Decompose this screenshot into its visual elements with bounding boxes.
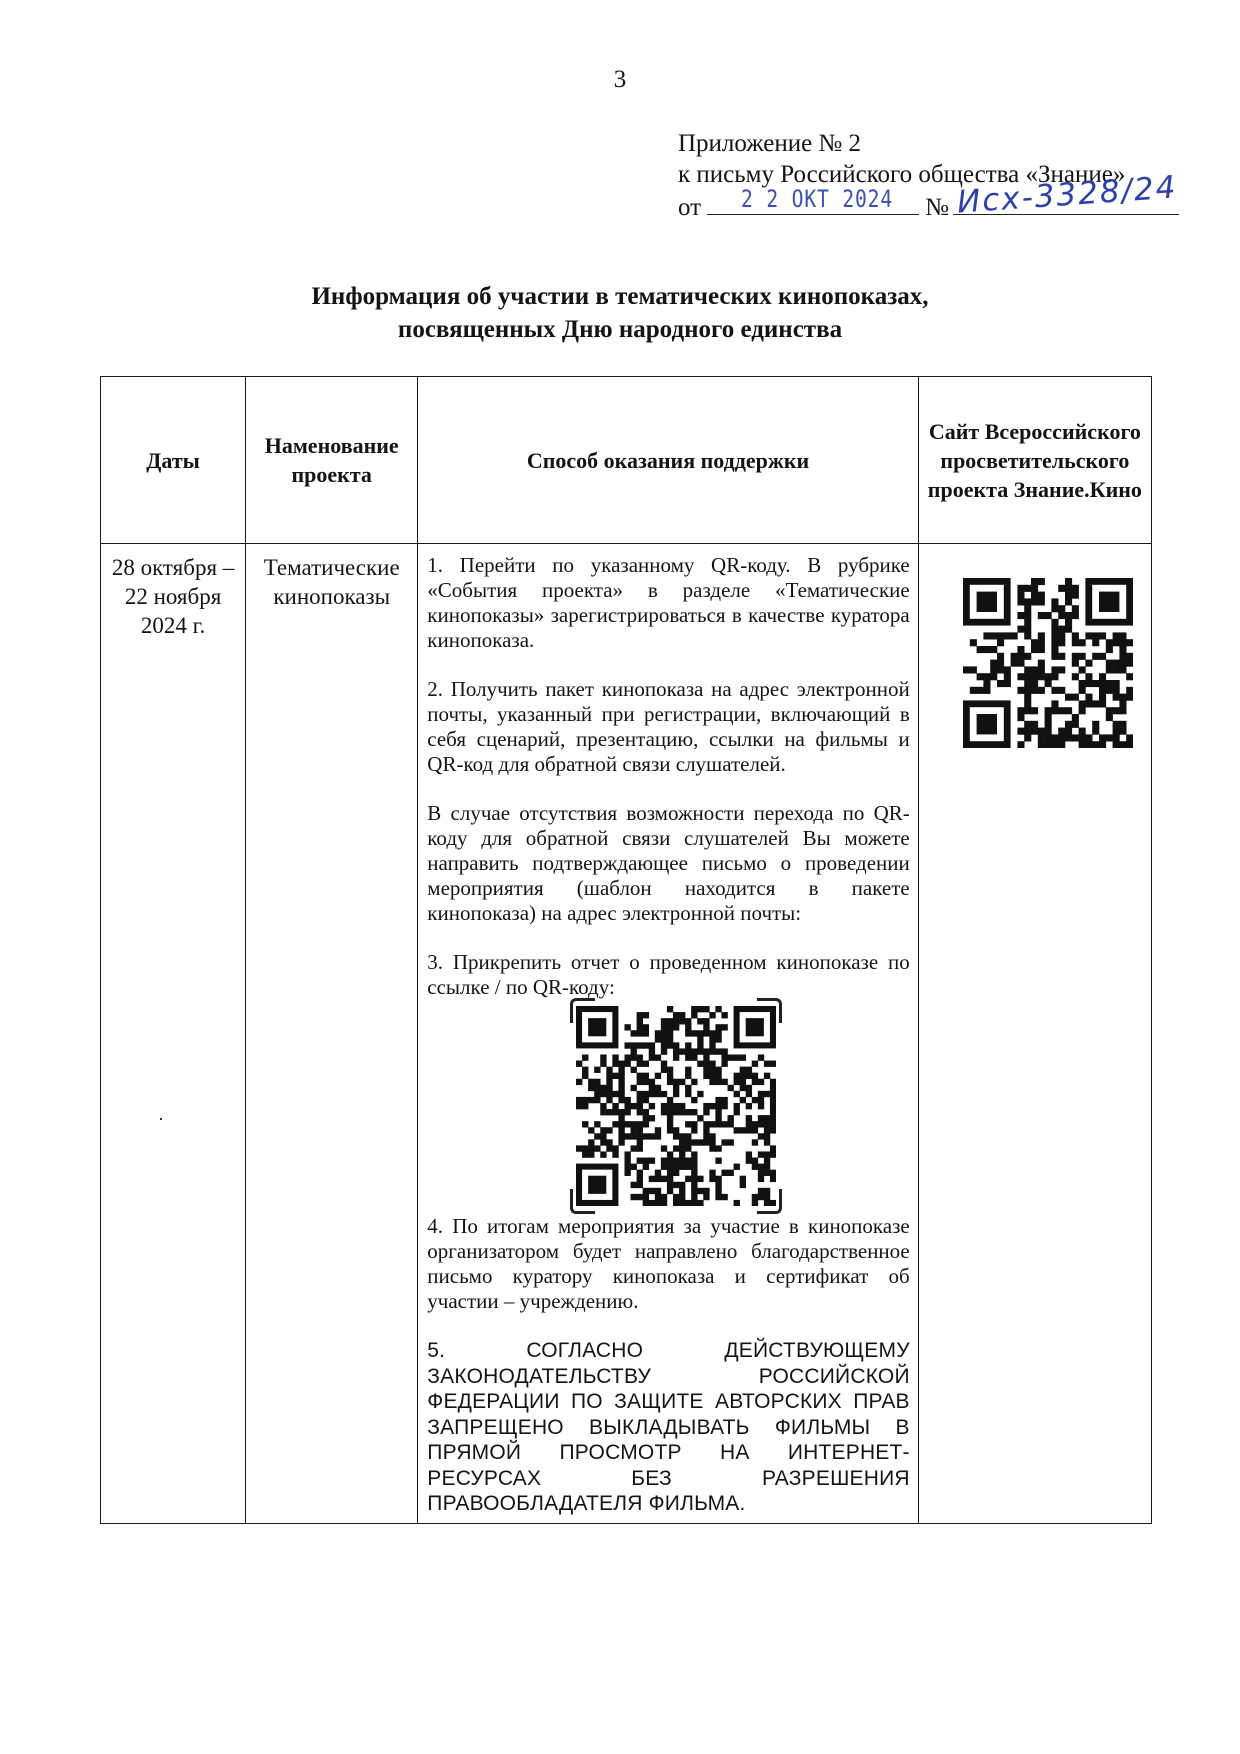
participation-table (100, 376, 1152, 1524)
email-note: В случае отсутствия возможности перехода по QR-коду для обратной связи слушателей Вы можете направить подтверждающее письмо о проведении мероприятия (шаблон находится в пакете кинопоказа) на адрес электронной почты: (427, 801, 910, 925)
qr-code-icon (576, 1006, 776, 1206)
scan-speck (160, 1118, 162, 1120)
annex-letter-reference: к письму Российского общества «Знание» (678, 161, 1126, 188)
annex-title: Приложение № 2 (678, 130, 862, 157)
report-qr-code-icon[interactable] (576, 1006, 776, 1206)
annex-header (678, 128, 1179, 223)
cell-project: Тематические кинопоказы (263, 555, 400, 609)
table-row (101, 544, 1152, 1524)
step-2: 2. Получить пакет кинопоказа на адрес электронной почты, указанный при регистрации, включающий в себя сценарий, презентацию, ссылки на фильмы и QR-код для обратной связи слушателей. (427, 677, 910, 776)
number-field (953, 169, 1179, 221)
title-line-2: посвященных Дню народного единства (397, 316, 843, 343)
number-label: № (925, 194, 949, 221)
header-support: Способ оказания поддержки (418, 377, 918, 544)
site-qr-code-icon[interactable] (963, 578, 1133, 748)
date-stamp: 2 2 ОКТ 2024 (741, 185, 894, 213)
from-label: от (678, 194, 702, 221)
handwritten-number: Исх-3328/24 (955, 169, 1179, 221)
header-project: Наменование проекта (246, 377, 418, 544)
step-1: 1. Перейти по указанному QR-коду. В рубрике «События проекта» в разделе «Тематические кинопоказы» зарегистрироваться в качестве куратора кинопоказа. (427, 553, 910, 652)
header-dates: Даты (101, 377, 246, 544)
page-number: 3 (613, 66, 627, 93)
date-field (707, 185, 919, 215)
document-title (0, 280, 1240, 346)
header-site: Сайт Всероссийского просветительского проекта Знание.Кино (918, 377, 1151, 544)
step-4: 4. По итогам мероприятия за участие в кинопоказе организатором будет направлено благодарственное письмо куратору кинопоказа и сертификат об участии – учреждению. (427, 1214, 910, 1313)
cell-support (418, 544, 917, 1523)
step-5-copyright-warning: 5. СОГЛАСНО ДЕЙСТВУЮЩЕМУ ЗАКОНОДАТЕЛЬСТВУ РОССИЙСКОЙ ФЕДЕРАЦИИ ПО ЗАЩИТЕ АВТОРСКИХ ПРАВ ЗАПРЕЩЕНО ВЫКЛАДЫВАТЬ ФИЛЬМЫ В ПРЯМОЙ ПРОСМОТР НА ИНТЕРНЕТ-РЕСУРСАХ БЕЗ РАЗРЕШЕНИЯ ПРАВООБЛАДАТЕЛЯ ФИЛЬМА. (427, 1339, 910, 1515)
cell-dates: 28 октября – 22 ноября 2024 г. (111, 555, 235, 638)
step-3: 3. Прикрепить отчет о проведенном кинопоказе по ссылке / по QR-коду: (427, 950, 910, 999)
title-line-1: Информация об участии в тематических кинопоказах, (311, 283, 929, 310)
table-header-row (101, 377, 1152, 544)
